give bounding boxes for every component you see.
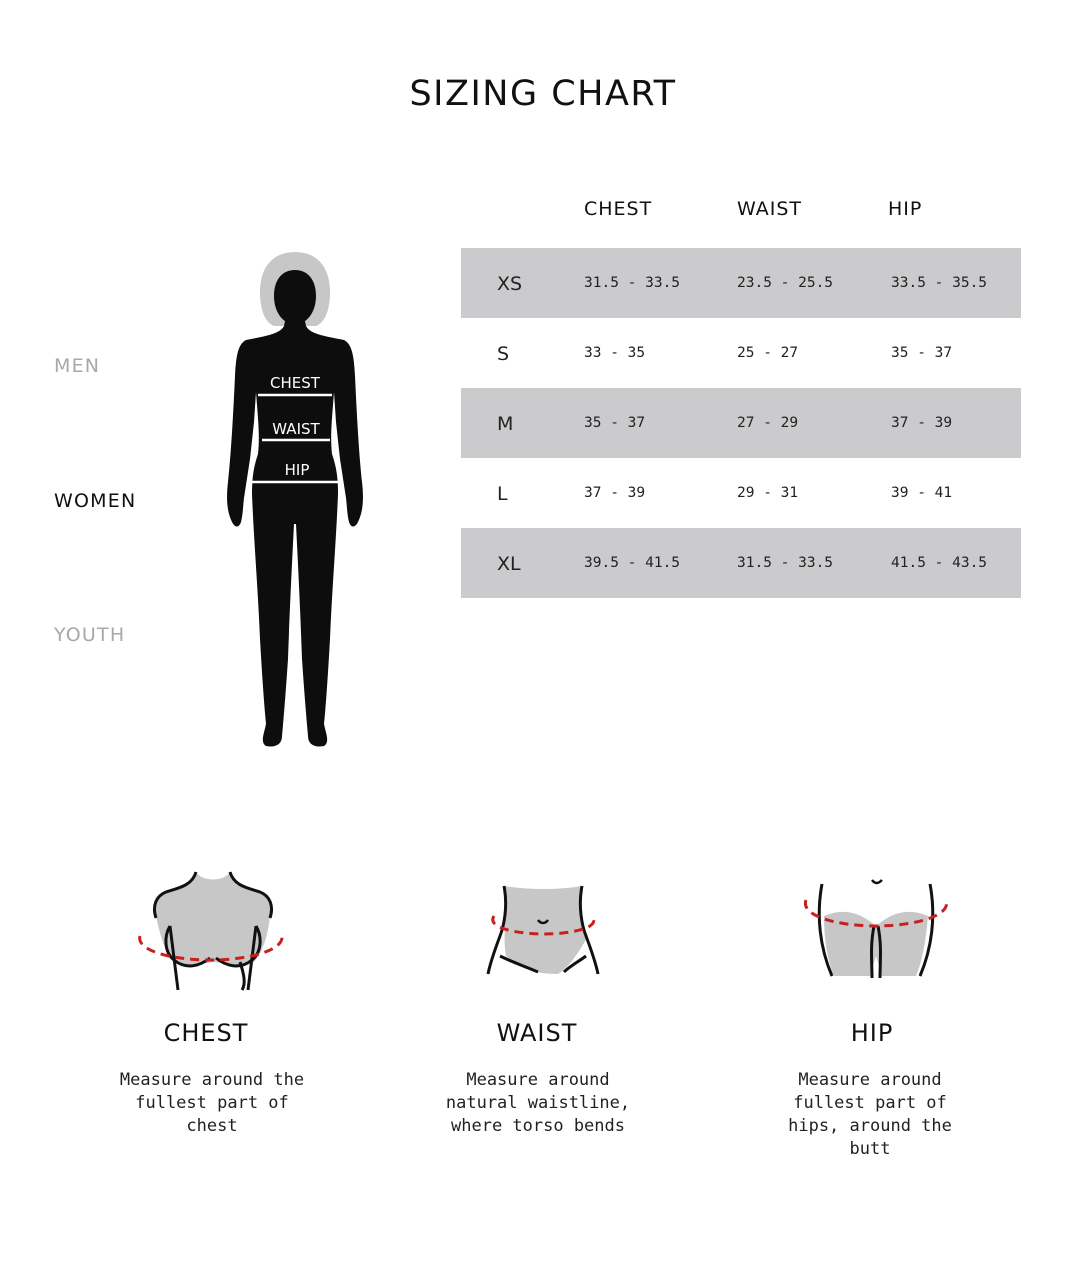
category-men[interactable]: MEN bbox=[54, 355, 101, 377]
chest-value: 31.5 - 33.5 bbox=[584, 275, 681, 291]
woman-silhouette-figure bbox=[210, 244, 380, 758]
guide-text-waist: Measure around natural waistline, where torso bends bbox=[445, 1070, 631, 1136]
waist-value: 23.5 - 25.5 bbox=[737, 275, 834, 291]
chest-value: 37 - 39 bbox=[584, 485, 646, 501]
size-table bbox=[461, 248, 1021, 598]
table-row bbox=[461, 318, 1021, 388]
body-shape bbox=[227, 270, 363, 747]
table-row bbox=[461, 458, 1021, 528]
table-row bbox=[461, 388, 1021, 458]
chest-value: 33 - 35 bbox=[584, 345, 646, 361]
guide-title-waist: WAIST bbox=[496, 1019, 578, 1047]
hip-value: 37 - 39 bbox=[891, 415, 953, 431]
guide-text-chest: Measure around the fullest part of chest bbox=[119, 1070, 305, 1136]
figure-label-chest: CHEST bbox=[270, 374, 320, 392]
waist-measure-icon bbox=[478, 876, 608, 990]
guide-text-hip: Measure around fullest part of hips, around the butt bbox=[788, 1070, 952, 1159]
size-label: XS bbox=[497, 273, 523, 295]
column-header-chest: CHEST bbox=[584, 198, 653, 220]
hip-measure-icon bbox=[798, 876, 954, 990]
hip-value: 33.5 - 35.5 bbox=[891, 275, 988, 291]
waist-value: 27 - 29 bbox=[737, 415, 799, 431]
column-header-hip: HIP bbox=[888, 198, 923, 220]
size-label: M bbox=[497, 413, 514, 435]
waist-value: 29 - 31 bbox=[737, 485, 799, 501]
hip-value: 35 - 37 bbox=[891, 345, 953, 361]
page-title: SIZING CHART bbox=[409, 74, 677, 114]
guide-title-chest: CHEST bbox=[163, 1019, 249, 1047]
chest-measure-icon bbox=[130, 866, 290, 998]
size-label: L bbox=[497, 483, 508, 505]
category-youth[interactable]: YOUTH bbox=[54, 624, 126, 646]
hip-value: 39 - 41 bbox=[891, 485, 953, 501]
figure-label-hip: HIP bbox=[284, 461, 310, 479]
table-row bbox=[461, 248, 1021, 318]
hip-value: 41.5 - 43.5 bbox=[891, 555, 988, 571]
table-row bbox=[461, 528, 1021, 598]
waist-value: 25 - 27 bbox=[737, 345, 799, 361]
waist-value: 31.5 - 33.5 bbox=[737, 555, 834, 571]
guide-title-hip: HIP bbox=[850, 1019, 894, 1047]
size-label: XL bbox=[497, 553, 521, 575]
chest-value: 35 - 37 bbox=[584, 415, 646, 431]
chest-value: 39.5 - 41.5 bbox=[584, 555, 681, 571]
column-header-waist: WAIST bbox=[737, 198, 803, 220]
category-women[interactable]: WOMEN bbox=[54, 490, 137, 512]
figure-label-waist: WAIST bbox=[272, 420, 320, 438]
size-label: S bbox=[497, 343, 510, 365]
